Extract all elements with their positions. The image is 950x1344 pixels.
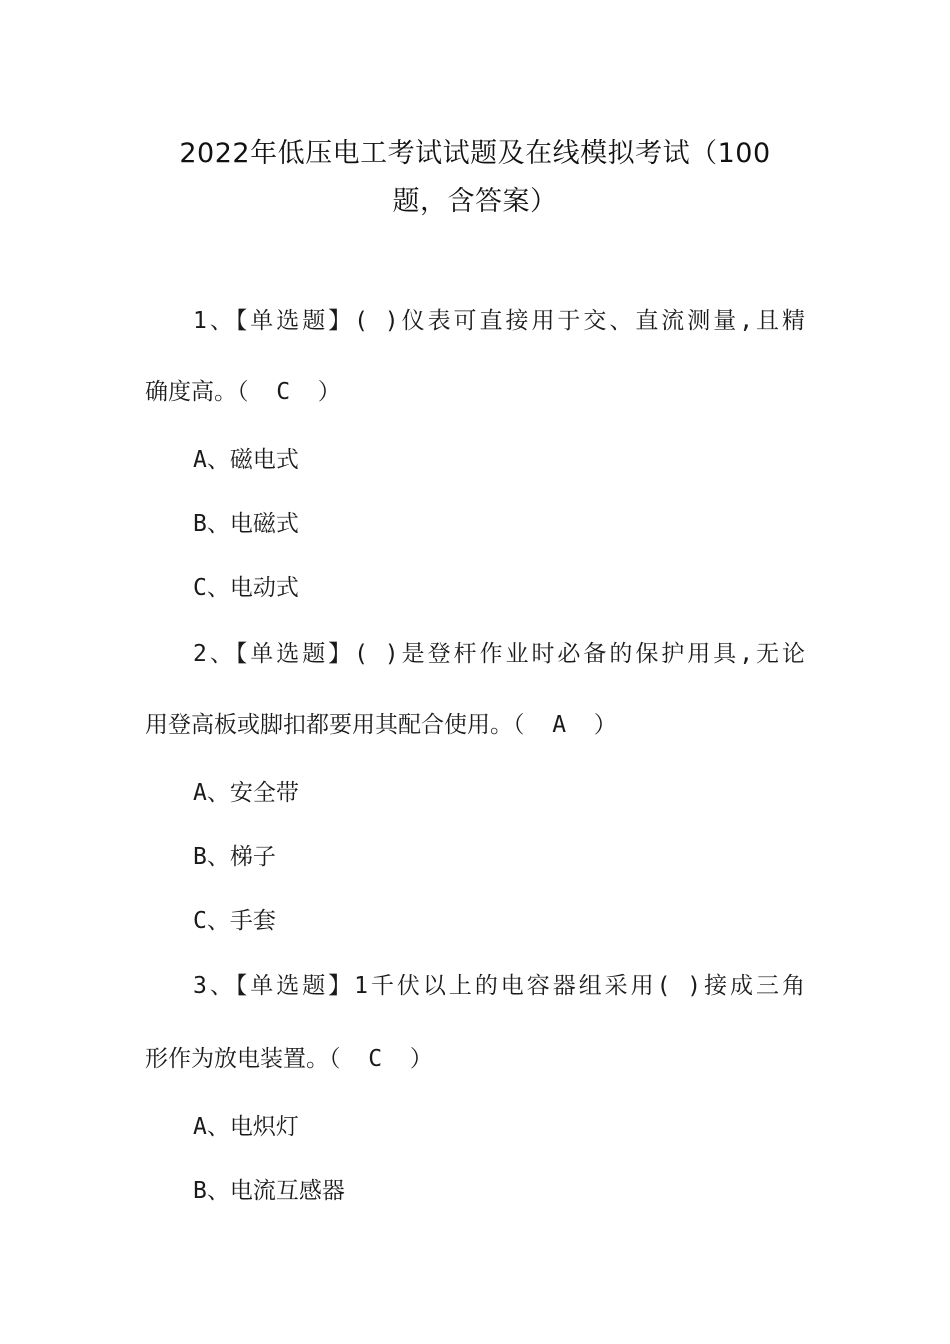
document-title (145, 130, 805, 226)
question-1-option-c: C、电动式 (193, 575, 299, 601)
question-2-option-b: B、梯子 (193, 844, 276, 870)
title-line-2: 题，含答案） (392, 186, 558, 217)
question-2-option-a: A、安全带 (193, 780, 299, 806)
question-3-option-b: B、电流互感器 (193, 1178, 345, 1204)
question-1-option-a: A、磁电式 (193, 447, 299, 473)
question-3-text-cont: 形作为放电装置。（ C ） (145, 1046, 433, 1072)
question-2-option-c: C、手套 (193, 908, 276, 934)
question-2-text-cont: 用登高板或脚扣都要用其配合使用。（ A ） (145, 712, 617, 738)
question-3-text: 3、【单选题】1千伏以上的电容器组采用( )接成三角 (193, 973, 805, 999)
title-line-1: 2022年低压电工考试试题及在线模拟考试（100 (179, 138, 771, 169)
question-1-text-cont: 确度高。（ C ） (145, 379, 341, 405)
question-1-option-b: B、电磁式 (193, 511, 299, 537)
question-2-text: 2、【单选题】( )是登杆作业时必备的保护用具,无论 (193, 641, 805, 667)
question-3-option-a: A、电炽灯 (193, 1114, 299, 1140)
question-1-text: 1、【单选题】( )仪表可直接用于交、直流测量,且精 (193, 308, 805, 334)
